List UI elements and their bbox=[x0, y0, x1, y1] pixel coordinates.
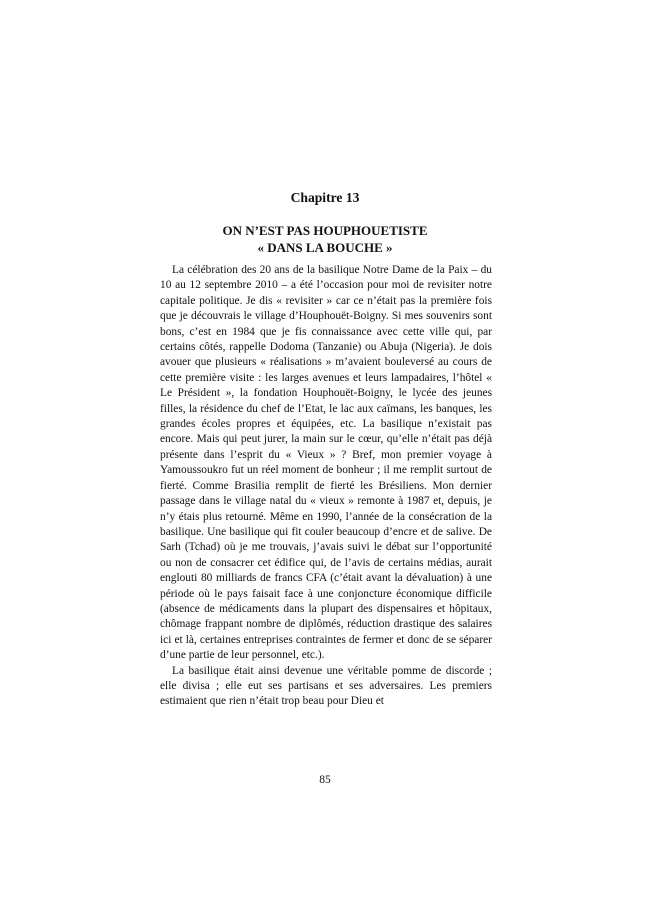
chapter-title bbox=[0, 222, 650, 256]
paragraph-2: La basilique était ainsi devenue une véritable pomme de discorde ; elle divisa ; elle eut ses partisans et ses adversaires. Les premiers estimaient que rien n’était trop beau pour Dieu et bbox=[160, 664, 492, 708]
chapter-title-line-1: ON N’EST PAS HOUPHOUETISTE bbox=[222, 223, 428, 238]
body-text bbox=[160, 263, 492, 710]
chapter-label: Chapitre 13 bbox=[290, 190, 360, 205]
chapter-title-line-2: « DANS LA BOUCHE » bbox=[257, 240, 393, 255]
page-number: 85 bbox=[319, 774, 331, 786]
paragraph-1: La célébration des 20 ans de la basilique Notre Dame de la Paix – du 10 au 12 septembre 2010 – a été l’occasion pour moi de revisiter notre capitale politique. Je dis « revisiter » car ce n’était pas la première fois que je découvrais le village d’Houphouët-Boigny. Si mes souvenirs sont bons, c’est en 1984 que je fis connaissance avec cette ville qui, par certains côtés, rappelle Dodoma (Tanzanie) ou Abuja (Nigeria). Je dois avouer que plusieurs « réalisations » m’avaient bouleversé au cours de cette première visite : les larges avenues et leurs lampadaires, l’hôtel « Le Président », la fondation Houphouët-Boigny, le lycée des jeunes filles, la résidence du chef de l’Etat, le lac aux caïmans, les banques, les grandes écoles propres et équipées, etc. La basilique n’existait pas encore. Mais qui peut jurer, la main sur le cœur, qu’elle n’était pas déjà présente dans l’esprit du « Vieux » ? Bref, mon premier voyage à Yamoussoukro fut un réel moment de bonheur ; il me remplit surtout de fierté. Comme Brasilia remplit de fierté les Brésiliens. Mon dernier passage dans le village natal du « vieux » remonte à 1987 et, depuis, je n’y étais plus retourné. Même en 1990, l’année de la consécration de la basilique. Une basilique qui fit couler beaucoup d’encre et de salive. De Sarh (Tchad) où je me trouvais, j’avais suivi le débat sur l’opportunité ou non de consacrer cet édifice qui, de l’avis de certains médias, aurait englouti 80 milliards de francs CFA (c’était avant la dévaluation) à une période où le pays faisait face à une conjoncture économique difficile (absence de médicaments dans la plupart des dispensaires et hôpitaux, chômage frappant nombre de diplômés, réduction drastique des salaires ici et là, certaines entreprises contraintes de fermer et donc de se séparer d’une partie de leur personnel, etc.). bbox=[160, 264, 492, 662]
